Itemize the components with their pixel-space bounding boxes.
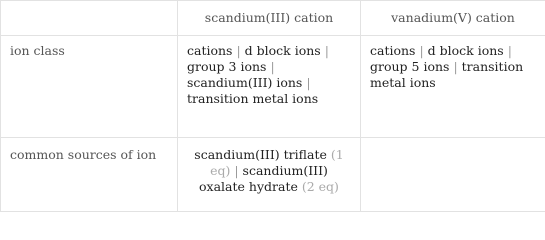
- ion-class-value: cations: [187, 43, 233, 58]
- ion-class-value: group 5 ions: [370, 59, 450, 74]
- separator: |: [453, 59, 458, 74]
- vanadium-sources-values: [361, 138, 545, 212]
- common-sources-label: common sources of ion: [1, 138, 178, 212]
- header-vanadium-cation: vanadium(V) cation: [361, 1, 545, 36]
- ion-class-value: scandium(III) ions: [187, 75, 303, 90]
- separator: |: [306, 75, 311, 90]
- separator: |: [419, 43, 424, 58]
- separator: |: [507, 43, 512, 58]
- vanadium-ion-class-values: [361, 36, 545, 138]
- header-row: [1, 1, 545, 36]
- separator: |: [234, 163, 239, 178]
- ion-class-value: group 3 ions: [187, 59, 267, 74]
- separator: |: [324, 43, 329, 58]
- ion-class-value: d block ions: [244, 43, 321, 58]
- source-name: scandium(III) triflate: [194, 147, 327, 162]
- source-name: scandium(III) oxalate hydrate: [199, 163, 328, 194]
- ion-class-value: transition metal ions: [370, 59, 524, 90]
- scandium-sources-values: [178, 138, 361, 212]
- source-quantity: (2 eq): [301, 179, 339, 194]
- common-sources-row: [1, 138, 545, 212]
- ion-class-value: cations: [370, 43, 416, 58]
- ion-class-value: transition metal ions: [187, 91, 319, 106]
- scandium-ion-class-values: [178, 36, 361, 138]
- ion-class-value: d block ions: [427, 43, 504, 58]
- ion-class-label: ion class: [1, 36, 178, 138]
- separator: |: [236, 43, 241, 58]
- source-quantity: (1 eq): [210, 147, 344, 178]
- ion-class-row: [1, 36, 545, 138]
- header-scandium-cation: scandium(III) cation: [178, 1, 361, 36]
- separator: |: [270, 59, 275, 74]
- header-blank-cell: [1, 1, 178, 36]
